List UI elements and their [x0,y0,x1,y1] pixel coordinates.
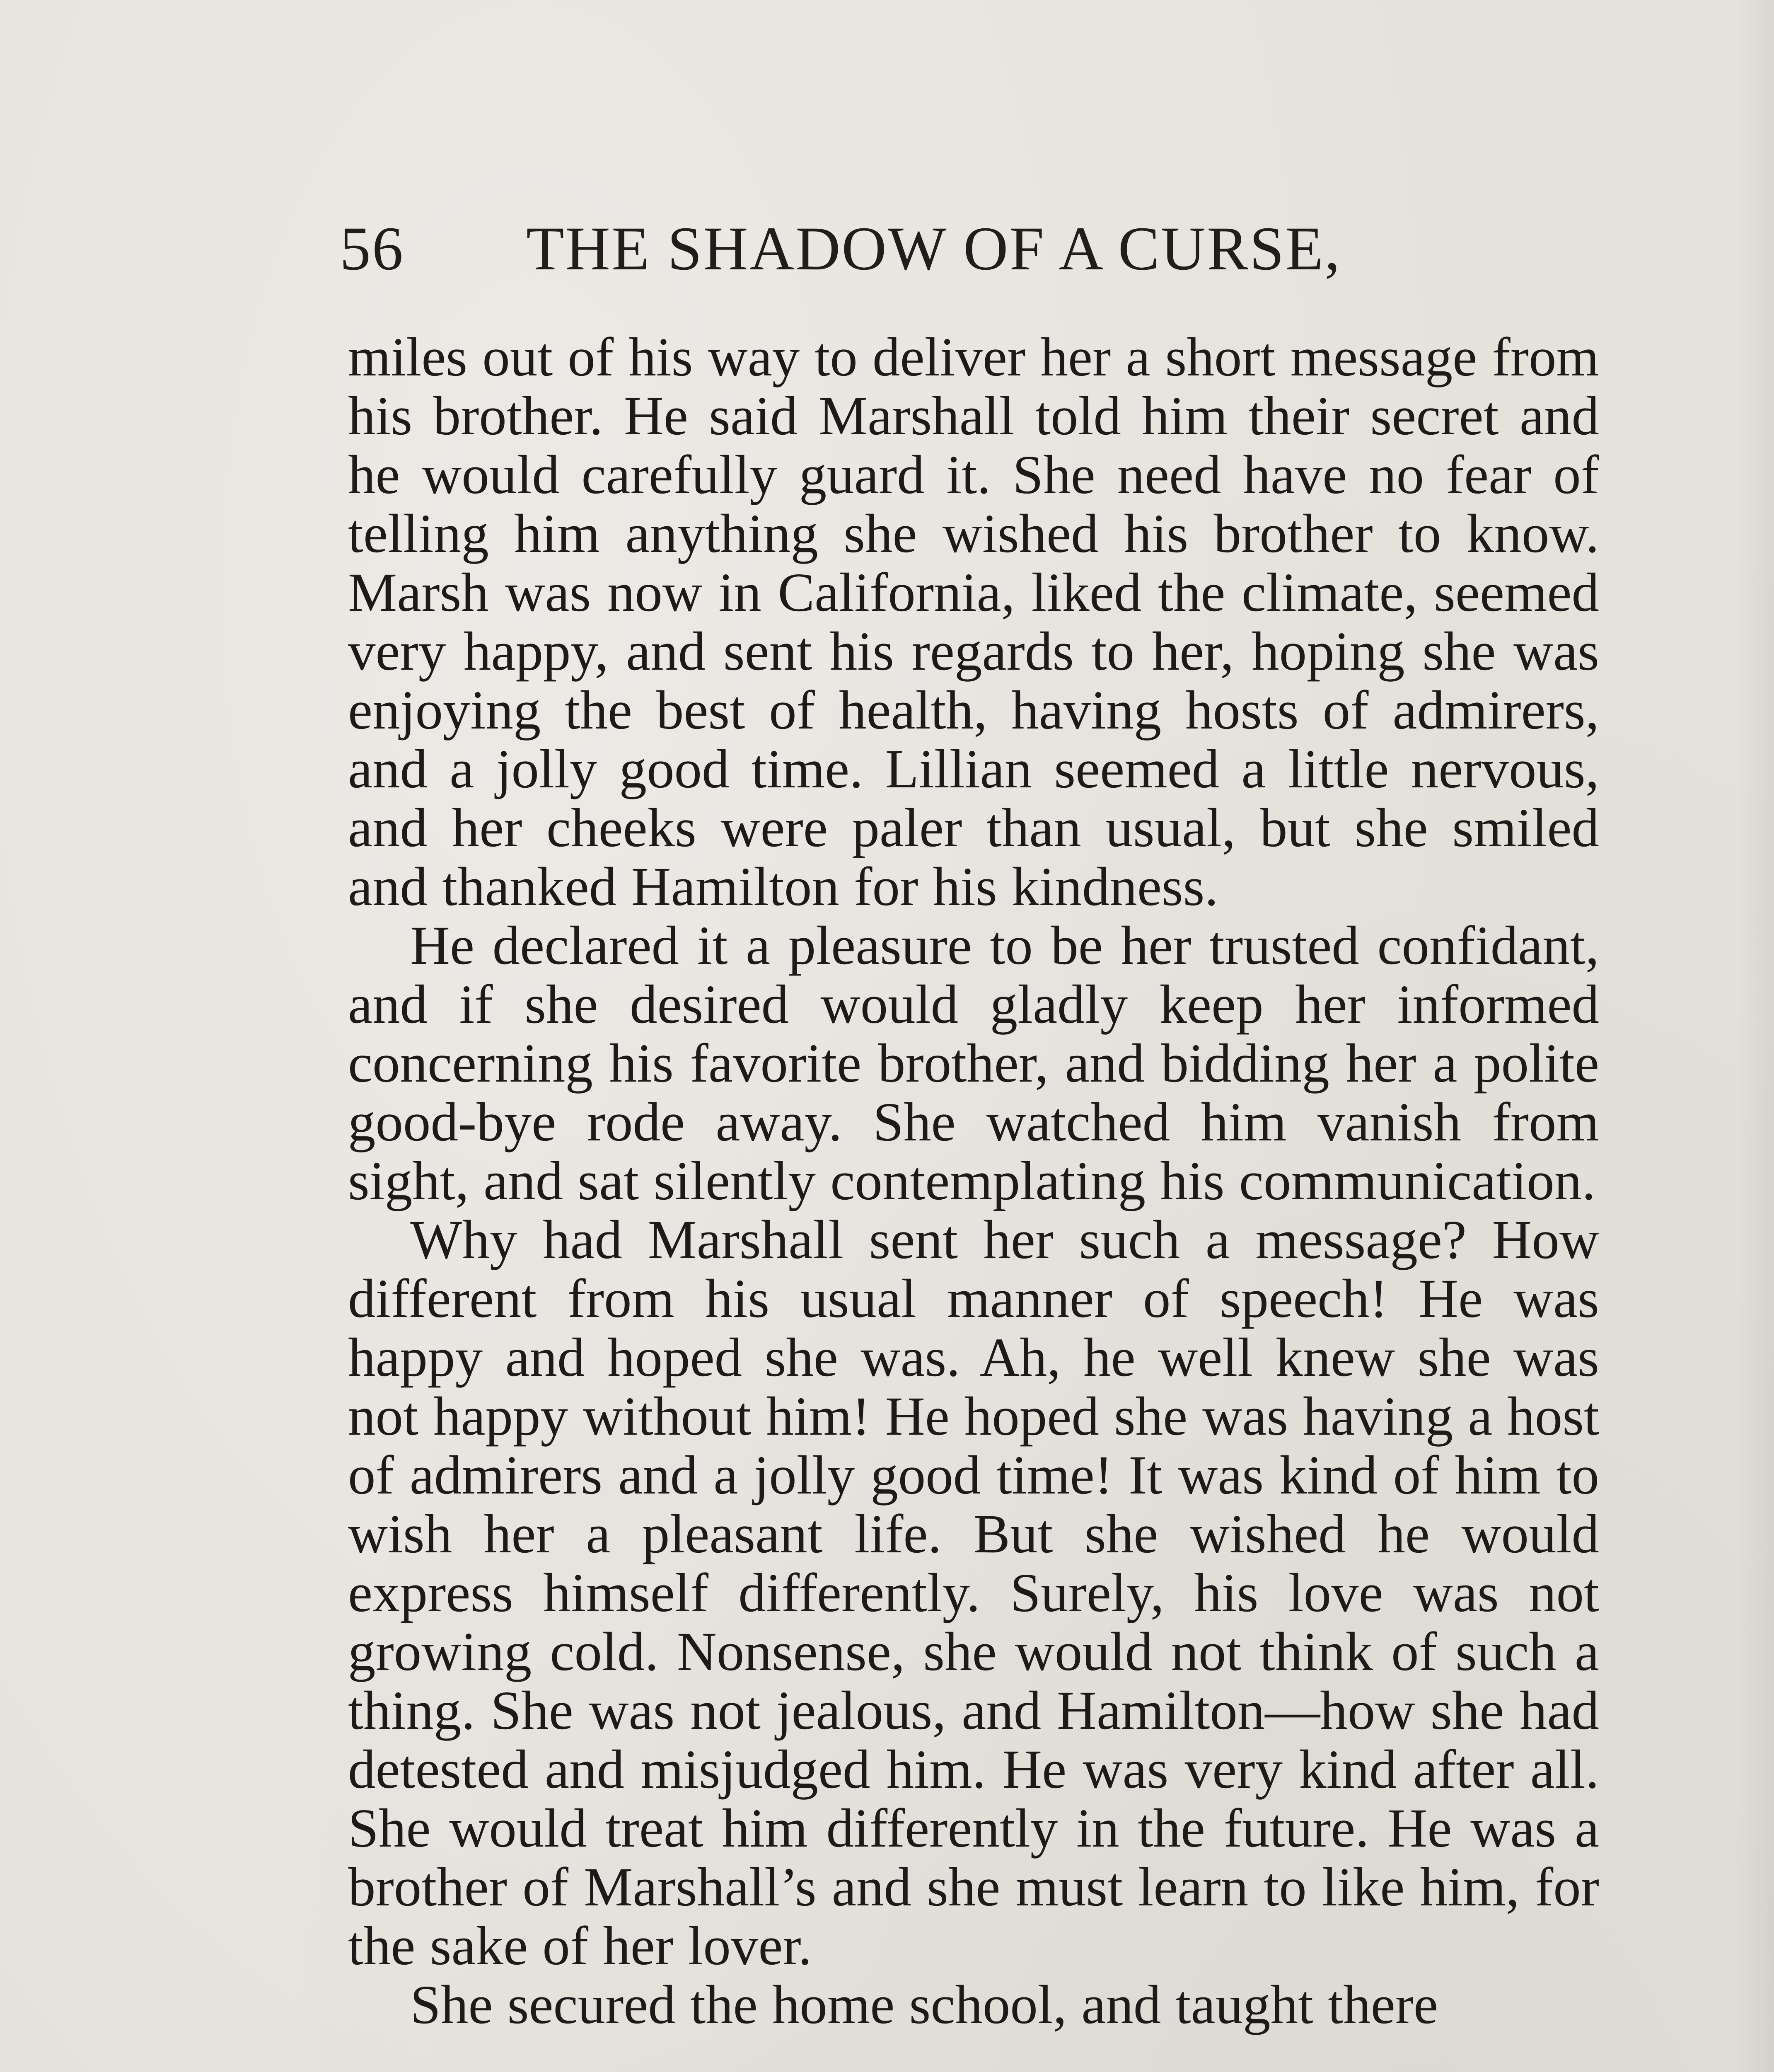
body-text [348,327,1599,2072]
running-title: THE SHADOW OF A CURSE, [526,214,1341,283]
page-edge-shadow [1737,0,1774,2072]
paragraph-continued: miles out of his way to deliver her a short message from his brother. He said Marshall told him their secret and he would carefully guard it. She need have no fear of telling him anything she wished his brother to know. Marsh was now in California, liked the climate, seemed very happy, and sent his regards to her, hoping she was enjoying the best of health, having hosts of admirers, and a jolly good time. Lillian seemed a little nervous, and her cheeks were paler than usual, but she smiled and thanked Hamilton for his kindness. [348,326,1599,917]
paragraph-confidant: He declared it a pleasure to be her trusted confidant, and if she desired would gladly keep her informed concerning his favorite brother, and bidding her a polite good-bye rode away. She watched him vanish from sight, and sat silently contemplating his communication. [348,915,1599,1211]
page-number: 56 [340,214,404,283]
running-head [340,207,1616,290]
paragraph-message: Why had Marshall sent her such a message? How different from his usual manner of speech! He was happy and hoped she was. Ah, he well knew she was not happy without him! He hoped she was having a host of admirers and a jolly good time! It was kind of him to wish her a pleasant life. But she wished he would express himself differently. Surely, his love was not growing cold. Nonsense, she would not think of such a thing. She was not jealous, and Hamilton—how she had detested and misjudged him. He was very kind after all. She would treat him differently in the future. He was a brother of Marshall’s and she must learn to like him, for the sake of her lover. [348,1209,1599,1976]
paragraph-school: She secured the home school, and taught there [410,1974,1438,2035]
